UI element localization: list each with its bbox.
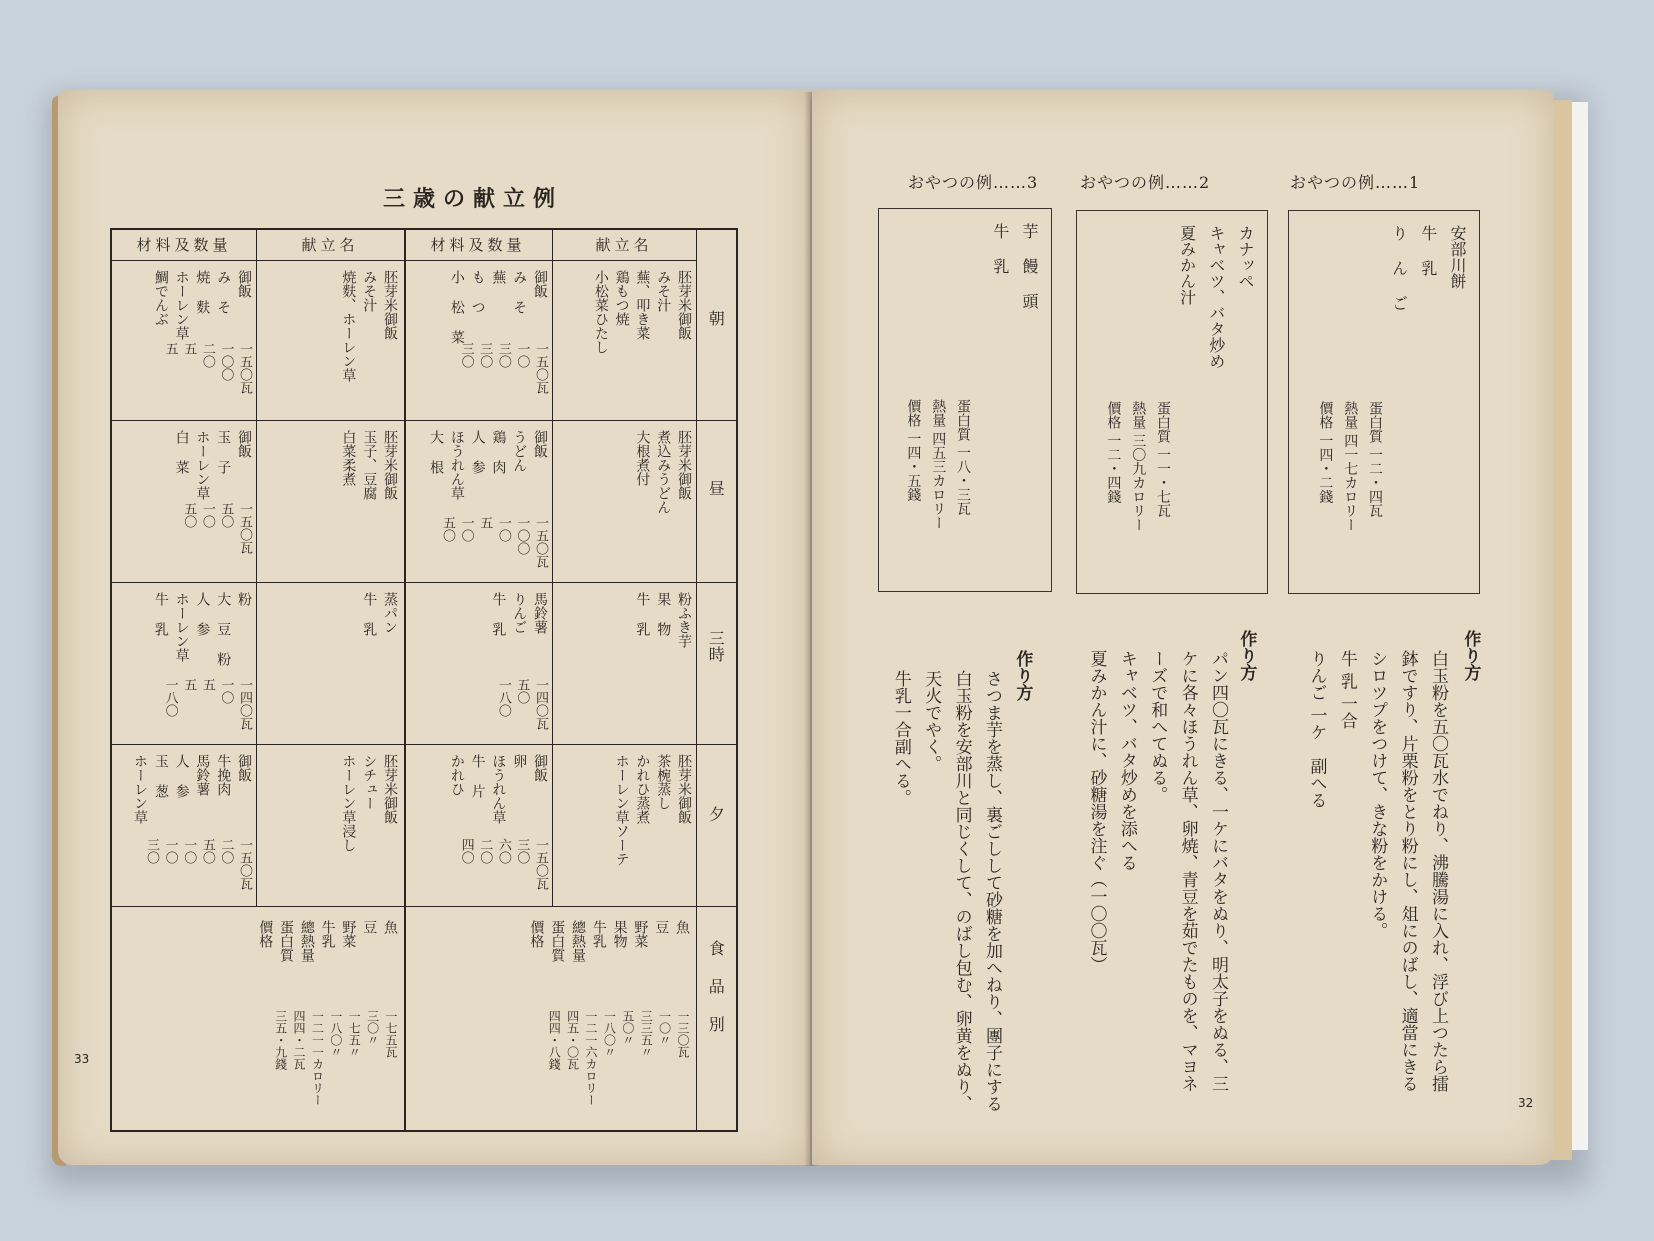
menu-item: 胚芽米御飯 (676, 430, 692, 500)
amount: 三〇 (144, 838, 160, 864)
snack-example-1-title: おやつの例……1 (1290, 173, 1421, 192)
howto-line: ケに各々ほうれん草、卵焼、青豆を茹でたものを、マヨネ (1177, 650, 1198, 1092)
summary-label: 野菜 (632, 920, 649, 948)
ingredient: 小 松 菜 (448, 270, 465, 344)
summary-value: 一〇〃 (657, 1010, 672, 1046)
nutrition-list (1105, 401, 1171, 531)
menu-item: 牛 乳 (361, 592, 378, 636)
ingredient: 鯛でんぶ (152, 270, 169, 326)
ingredient: 牛 乳 (152, 592, 169, 636)
page-number: 33 (74, 1052, 90, 1066)
ingredient: かれひ (448, 754, 465, 796)
header-menu: 献立名 (595, 236, 653, 254)
table-hline (112, 582, 736, 583)
amount: 一五〇瓦 (533, 342, 548, 394)
summary-label: 豆 (653, 920, 670, 934)
nutrition-value: 熱量 四五三カロリー (930, 399, 947, 530)
amount: 五 (477, 516, 493, 529)
howto-line: りんご 一ケ 副へる (1306, 650, 1327, 809)
dish: 安部川餅 (1448, 225, 1467, 289)
menu-item: 煮込みうどん (655, 430, 672, 514)
ingredient: ほうれん草 (448, 430, 465, 500)
ingredient: 牛挽肉 (215, 754, 232, 796)
ingredient: ホーレン草 (194, 430, 211, 500)
menu-list (558, 430, 692, 514)
menu-list (262, 754, 398, 852)
summary-label: 蛋白質 (278, 920, 295, 962)
summary-label: 牛乳 (590, 920, 607, 948)
page-number: 32 (1518, 1096, 1534, 1110)
amount: 三〇 (477, 342, 493, 368)
table-hline (112, 744, 736, 745)
dish-list (991, 223, 1039, 309)
menu-list (558, 754, 692, 866)
menu-item: 果 物 (655, 592, 672, 636)
menu-list (262, 592, 398, 636)
howto-line: ーズで和へてぬる。 (1147, 650, 1168, 803)
ingredient: 御飯 (532, 754, 548, 782)
amount: 一五〇瓦 (237, 342, 252, 394)
summary-value: 一八〇〃 (602, 1010, 617, 1058)
ingredient: 御飯 (236, 430, 252, 458)
howto-line: さつま芋を蒸し、裏ごしして砂糖を加へねり、團子にする (982, 670, 1002, 1112)
snack-example-2-title: おやつの例……2 (1080, 173, 1211, 192)
amounts-list (412, 342, 548, 394)
amount: 一四〇瓦 (533, 678, 548, 730)
food-summary-values (212, 1010, 398, 1106)
amount: 一五〇瓦 (237, 502, 252, 554)
howto-1-text (1248, 650, 1448, 1092)
ingredient: 玉 葱 (152, 754, 169, 798)
amount: 五〇 (199, 838, 215, 864)
ingredients-list (118, 430, 252, 500)
amount: 五〇 (218, 502, 234, 528)
amount: 一〇 (162, 838, 178, 864)
header-ingredients: 材料及数量 (136, 236, 232, 254)
howto-3-text (852, 670, 1002, 1112)
period-breakfast: 朝 (706, 310, 726, 326)
period-by-food: 食品別 (706, 940, 726, 1054)
ingredient: 鶏 肉 (490, 430, 507, 474)
table-hline (112, 906, 736, 907)
nutrition-value: 熱量 三〇九カロリー (1130, 401, 1147, 532)
ingredient: 白 菜 (173, 430, 190, 474)
menu-item: 牛 乳 (634, 592, 651, 636)
summary-label: 總熱量 (298, 920, 315, 962)
howto-line: 白玉粉を安部川と同じくして、のばし包む、卵黄をぬり、 (951, 670, 972, 1112)
ingredient: りんご (511, 592, 528, 634)
amount: 一八〇 (162, 678, 178, 717)
amount: 六〇 (495, 838, 511, 864)
summary-value: 一二一一カロリー (310, 1010, 325, 1106)
howto-1-title: 作り方 (1460, 630, 1481, 681)
ingredient: 馬鈴薯 (532, 592, 548, 634)
ingredient: 牛 片 (469, 754, 486, 798)
nutrition-value: 價格 一四・二錢 (1317, 401, 1334, 504)
amount: 五 (181, 678, 197, 691)
menu-item: ホーレン草浸し (340, 754, 357, 852)
ingredient: 玉 子 (215, 430, 232, 474)
nutrition-list (905, 399, 971, 529)
ingredients-list (412, 430, 548, 500)
amount: 一〇 (181, 838, 197, 864)
summary-label: 野菜 (340, 920, 357, 948)
menu-item: 大根煮付 (634, 430, 651, 486)
amount: 一五〇瓦 (533, 516, 548, 568)
ingredient: み そ (215, 270, 232, 314)
dish: カナッペ (1236, 225, 1255, 289)
period-dinner: 夕 (706, 806, 726, 822)
table-hline (112, 420, 736, 421)
ingredient: 御飯 (532, 430, 548, 458)
amount: 一〇 (514, 342, 530, 368)
amount: 五 (199, 678, 215, 691)
amount: 一〇〇 (514, 516, 530, 555)
amount: 一〇 (199, 502, 215, 528)
howto-line: 牛 乳 一合 (1336, 650, 1357, 729)
menu-item: みそ汁 (655, 270, 672, 312)
summary-label: 牛乳 (319, 920, 336, 948)
ingredient: うどん (511, 430, 528, 472)
summary-value: 四五・〇瓦 (565, 1010, 580, 1070)
dish: 夏みかん汁 (1177, 225, 1197, 305)
howto-2-text (1038, 650, 1228, 1092)
amount: 三〇 (458, 342, 474, 368)
amount: 五〇 (440, 516, 456, 542)
table-vline (696, 230, 697, 1130)
howto-line: 白玉粉を五〇瓦水でねり、沸騰湯に入れ、浮び上つたら擂 (1428, 650, 1448, 1092)
summary-value: 一二一六カロリー (584, 1010, 599, 1106)
amount: 一〇 (218, 678, 234, 704)
amount: 五〇 (181, 502, 197, 528)
dish-list (1389, 225, 1467, 311)
ingredient: も つ (469, 270, 486, 314)
menu-item: みそ汁 (361, 270, 378, 312)
amount: 五 (162, 342, 178, 355)
dish: 牛 乳 (990, 223, 1010, 274)
dish: キャベツ、バタ炒め (1206, 225, 1226, 369)
amount: 一八〇 (495, 678, 511, 717)
ingredient: 粉 (236, 592, 252, 606)
amount: 二〇 (199, 342, 215, 368)
amount: 二〇 (218, 838, 234, 864)
ingredient: み そ (511, 270, 528, 314)
summary-label: 魚 (382, 920, 398, 934)
table-vline (552, 230, 553, 906)
menu-item: 胚芽米御飯 (382, 430, 398, 500)
period-lunch: 昼 (706, 480, 726, 496)
summary-value: 一三〇瓦 (676, 1010, 690, 1058)
amounts-list (412, 516, 548, 568)
menu-item: 胚芽米御飯 (676, 754, 692, 824)
menu-item: 小松菜ひたし (592, 270, 609, 354)
header-menu: 献立名 (301, 236, 359, 254)
amount: 一〇 (495, 516, 511, 542)
ingredient: ほうれん草 (490, 754, 507, 824)
summary-label: 豆 (361, 920, 378, 934)
food-summary-labels (212, 920, 398, 962)
ingredients-list (118, 270, 252, 340)
ingredient: 蕪 (490, 270, 507, 284)
menu-item: 玉子、豆腐 (361, 430, 378, 500)
nutrition-value: 價格 一四・五錢 (905, 399, 922, 502)
ingredients-list (412, 754, 548, 824)
summary-label: 價格 (257, 920, 274, 948)
amount: 四〇 (458, 838, 474, 864)
ingredient: 御飯 (236, 754, 252, 782)
amount: 一五〇瓦 (533, 838, 548, 890)
snack-example-1-box (1288, 210, 1480, 594)
ingredient: 御飯 (236, 270, 252, 298)
amount: 一〇〇 (218, 342, 234, 381)
ingredients-list (412, 270, 548, 344)
menu-item: 焼麩、ホーレン草 (340, 270, 357, 382)
nutrition-value: 熱量 四一七カロリー (1342, 401, 1359, 532)
dish: 芋 饅 頭 (1020, 223, 1039, 309)
menu-list (262, 430, 398, 500)
amount: 三〇 (514, 838, 530, 864)
menu-list (558, 592, 692, 648)
menu-item: 胚芽米御飯 (382, 754, 398, 824)
ingredient: 大 豆 粉 (215, 592, 232, 666)
amount: 一〇 (458, 516, 474, 542)
ingredient: 人 参 (173, 754, 190, 798)
howto-line: 天火でやく。 (921, 670, 942, 772)
nutrition-list (1317, 401, 1383, 531)
summary-value: 三五・九錢 (273, 1010, 288, 1070)
right-page (812, 90, 1554, 1165)
amounts-list (412, 838, 548, 890)
menu-item: 蒸パン (382, 592, 398, 634)
period-snack: 三時 (706, 630, 726, 662)
amounts-list (118, 678, 252, 730)
summary-label: 果物 (611, 920, 628, 948)
nutrition-value: 蛋白質 一二・四瓦 (1367, 401, 1383, 518)
summary-label: 總熱量 (570, 920, 587, 962)
amount: 五〇 (514, 678, 530, 704)
summary-label: 魚 (674, 920, 690, 934)
amounts-list (118, 838, 252, 890)
amount: 五 (181, 342, 197, 355)
ingredient: 焼 麩 (194, 270, 211, 314)
snack-example-3-box (878, 208, 1052, 592)
menu-item: 胚芽米御飯 (382, 270, 398, 340)
howto-line: パン四〇瓦にきる、一ケにバタをぬり、明太子をぬる、三 (1208, 650, 1228, 1092)
howto-line: 夏みかん汁に、砂糖湯を注ぐ（一〇〇瓦） (1086, 650, 1107, 973)
ingredient: 御飯 (532, 270, 548, 298)
menu-item: 茶椀蒸し (655, 754, 672, 810)
menu-table (110, 228, 738, 1132)
dish: 牛 乳 (1418, 225, 1438, 276)
amount: 一五〇瓦 (237, 838, 252, 890)
header-ingredients: 材料及数量 (430, 236, 526, 254)
menu-list (558, 270, 692, 354)
ingredient: ホーレン草 (173, 592, 190, 662)
howto-line: 鉢ですり、片栗粉をとり粉にし、俎にのばし、適當にきる (1397, 650, 1418, 1092)
menu-item: 鶏もつ焼 (613, 270, 630, 326)
dish: り ん ご (1389, 225, 1409, 311)
ingredient: ホーレン草 (132, 754, 149, 824)
ingredient: 人 参 (469, 430, 486, 474)
nutrition-value: 價格 一二・四錢 (1105, 401, 1122, 504)
menu-item: 粉ふき芋 (676, 592, 692, 648)
howto-line: キャベツ、バタ炒めを添へる (1116, 650, 1137, 871)
ingredient: 卵 (511, 754, 528, 768)
summary-value: 一七五〃 (347, 1010, 362, 1058)
nutrition-value: 蛋白質 一八・三瓦 (955, 399, 971, 516)
menu-list (262, 270, 398, 382)
summary-value: 四四・二瓦 (292, 1010, 307, 1070)
summary-value: 三〇〃 (365, 1010, 380, 1046)
howto-2-title: 作り方 (1236, 630, 1257, 681)
summary-label: 價格 (528, 920, 545, 948)
ingredients-list (412, 592, 548, 636)
summary-value: 一七五瓦 (384, 1010, 398, 1058)
page-title: 三歳の献立例 (382, 186, 563, 212)
food-summary-labels (452, 920, 690, 962)
amounts-list (118, 342, 252, 394)
ingredient: 大 根 (428, 430, 445, 474)
amount: 二〇 (477, 838, 493, 864)
left-page (58, 90, 810, 1165)
menu-item: 白菜柔煮 (340, 430, 357, 486)
amounts-list (412, 678, 548, 730)
table-vline (404, 230, 406, 1130)
table-hline (112, 260, 696, 261)
food-summary-values (452, 1010, 690, 1106)
summary-value: 三三五〃 (639, 1010, 654, 1058)
menu-item: かれひ蒸煮 (634, 754, 651, 824)
menu-item: ホーレン草ソーテ (613, 754, 630, 866)
summary-label: 蛋白質 (549, 920, 566, 962)
ingredient: ホーレン草 (173, 270, 190, 340)
summary-value: 一八〇〃 (328, 1010, 343, 1058)
ingredient: 牛 乳 (490, 592, 507, 636)
summary-value: 五〇〃 (620, 1010, 635, 1046)
ingredients-list (118, 754, 252, 824)
amounts-list (118, 502, 252, 554)
ingredients-list (118, 592, 252, 666)
snack-example-2-box (1076, 210, 1268, 594)
nutrition-value: 蛋白質 一一・七瓦 (1155, 401, 1171, 518)
ingredient: 人 参 (194, 592, 211, 636)
menu-item: シチュー (361, 754, 378, 810)
snack-example-3-title: おやつの例……3 (908, 173, 1039, 192)
ingredient: 馬鈴薯 (194, 754, 211, 796)
table-vline (256, 230, 257, 906)
menu-item: 蕪、叩き菜 (634, 270, 651, 340)
menu-item: 胚芽米御飯 (676, 270, 692, 340)
howto-line: 牛乳一合副へる。 (890, 670, 911, 806)
summary-value: 四四・八錢 (547, 1010, 562, 1070)
amount: 三〇 (495, 342, 511, 368)
dish-list (1177, 225, 1255, 369)
howto-3-title: 作り方 (1012, 650, 1033, 701)
howto-line: シロツプをつけて、きな粉をかける。 (1367, 650, 1388, 939)
amount: 一四〇瓦 (237, 678, 252, 730)
